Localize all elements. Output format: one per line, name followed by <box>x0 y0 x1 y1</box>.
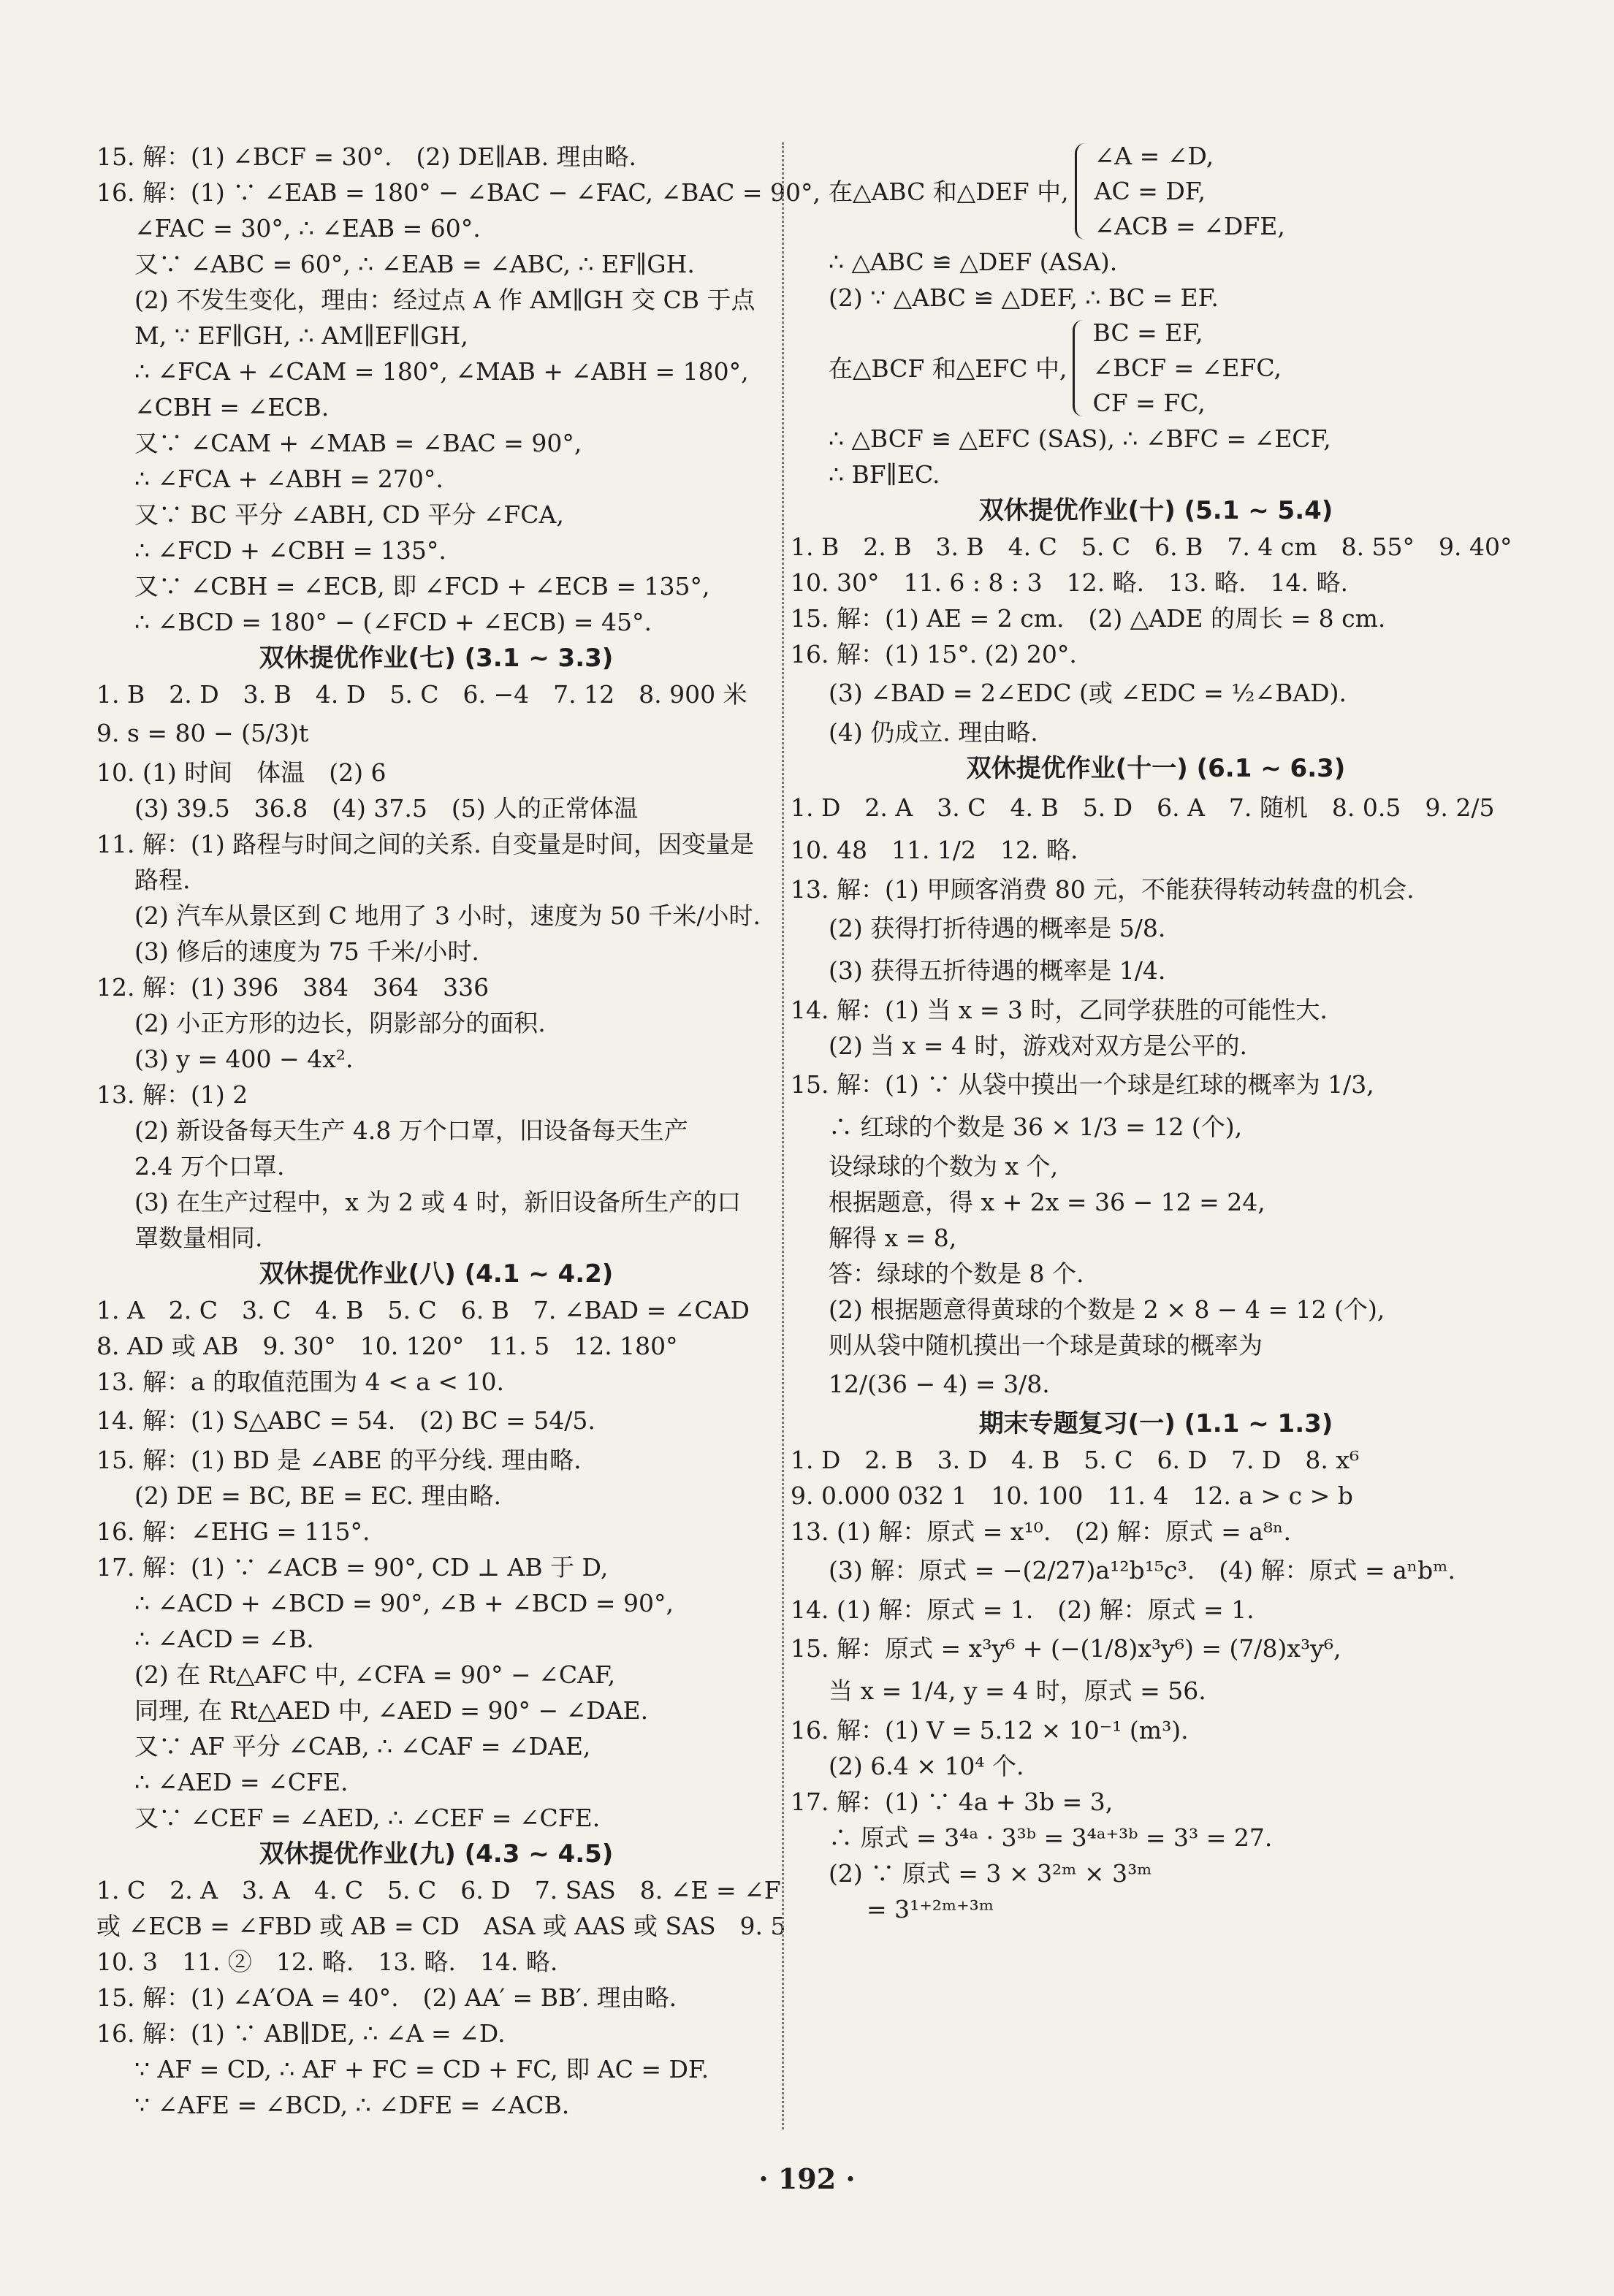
answer-line: ∴ ∠BCD = 180° − (∠FCD + ∠ECB) = 45°. <box>134 608 652 636</box>
answer-line: 答：绿球的个数是 8 个. <box>829 1259 1084 1288</box>
answer-line: (2) 在 Rt△AFC 中, ∠CFA = 90° − ∠CAF, <box>134 1660 616 1689</box>
answer-line: 当 x = 1/4, y = 4 时，原式 = 56. <box>829 1677 1206 1705</box>
answer-line: 12. 解：(1) 396 384 364 336 <box>96 973 490 1002</box>
answer-line: (3) 39.5 36.8 (4) 37.5 (5) 人的正常体温 <box>134 794 639 823</box>
answer-line: 1. B 2. D 3. B 4. D 5. C 6. −4 7. 12 8. 900 米 <box>96 680 747 709</box>
brace-item: BC = EF, <box>1092 319 1203 347</box>
answer-line: (2) 当 x = 4 时，游戏对双方是公平的. <box>829 1031 1247 1060</box>
brace-label: 在△BCF 和△EFC 中, <box>829 354 1067 383</box>
answer-line: ∵ AF = CD, ∴ AF + FC = CD + FC, 即 AC = DF. <box>134 2055 709 2083</box>
answer-line: = 3¹⁺²ᵐ⁺³ᵐ <box>867 1895 994 1923</box>
answer-line: ∴ 红球的个数是 36 × 1/3 = 12 (个), <box>829 1113 1243 1141</box>
answer-line: 13. 解：(1) 甲顾客消费 80 元，不能获得转动转盘的机会. <box>791 875 1415 904</box>
answer-line: 1. D 2. B 3. D 4. B 5. C 6. D 7. D 8. x⁶ <box>791 1446 1360 1474</box>
answer-line: (2) 获得打折待遇的概率是 5/8. <box>829 914 1166 942</box>
answer-line: ∠FAC = 30°, ∴ ∠EAB = 60°. <box>134 214 481 243</box>
answer-line: (4) 仍成立. 理由略. <box>829 718 1038 747</box>
answer-line: 13. 解：(1) 2 <box>96 1080 248 1109</box>
answer-line: 16. 解：(1) 15°. (2) 20°. <box>791 640 1077 668</box>
left-column <box>96 139 821 2123</box>
answer-line: 12/(36 − 4) = 3/8. <box>829 1370 1050 1398</box>
section-heading: 双休提优作业(九) (4.3 ~ 4.5) <box>259 1839 614 1869</box>
answer-line: 9. s = 80 − (5/3)t <box>96 719 309 747</box>
answer-line: 1. D 2. A 3. C 4. B 5. D 6. A 7. 随机 8. 0.5 9. 2/5 <box>791 793 1495 822</box>
answer-line: 根据题意，得 x + 2x = 36 − 12 = 24, <box>829 1188 1265 1216</box>
answer-line: (3) 在生产过程中，x 为 2 或 4 时，新旧设备所生产的口 <box>134 1188 742 1216</box>
answer-line: (3) y = 400 − 4x². <box>134 1045 354 1073</box>
answer-line: ∴ △BCF ≌ △EFC (SAS), ∴ ∠BFC = ∠ECF, <box>829 424 1331 453</box>
answer-line: ∵ ∠AFE = ∠BCD, ∴ ∠DFE = ∠ACB. <box>134 2091 570 2119</box>
answer-line: 16. 解：(1) ∵ AB∥DE, ∴ ∠A = ∠D. <box>96 2019 506 2048</box>
answer-line: 路程. <box>134 866 191 894</box>
answer-line: 15. 解：(1) ∠BCF = 30°. (2) DE∥AB. 理由略. <box>96 142 637 171</box>
answer-line: 1. B 2. B 3. B 4. C 5. C 6. B 7. 4 cm 8. 55° 9. 40° <box>791 533 1512 561</box>
answer-line: (3) 获得五折待遇的概率是 1/4. <box>829 956 1166 985</box>
answer-line: ∴ △ABC ≌ △DEF (ASA). <box>829 248 1118 276</box>
brace-items <box>1092 316 1282 421</box>
brace-item: ∠A = ∠D, <box>1094 142 1214 170</box>
answer-line: ∴ ∠AED = ∠CFE. <box>134 1768 349 1796</box>
answer-line: 15. 解：(1) ∠A′OA = 40°. (2) AA′ = BB′. 理由略. <box>96 1983 677 2012</box>
answer-line: 10. (1) 时间 体温 (2) 6 <box>96 758 387 787</box>
answer-line: ∴ ∠FCA + ∠CAM = 180°, ∠MAB + ∠ABH = 180°, <box>134 357 749 386</box>
answer-line: 13. (1) 解：原式 = x¹⁰. (2) 解：原式 = a⁸ⁿ. <box>791 1517 1291 1546</box>
answer-line: M, ∵ EF∥GH, ∴ AM∥EF∥GH, <box>134 321 468 350</box>
answer-line: 14. (1) 解：原式 = 1. (2) 解：原式 = 1. <box>791 1595 1255 1624</box>
answer-line: ∴ BF∥EC. <box>829 460 940 489</box>
column-divider <box>782 142 784 2129</box>
answer-line: 16. 解：∠EHG = 115°. <box>96 1517 370 1546</box>
answer-line: (2) 小正方形的边长，阴影部分的面积. <box>134 1009 546 1037</box>
right-column <box>791 139 1521 1927</box>
brace-item: ∠ACB = ∠DFE, <box>1094 212 1285 240</box>
answer-line: 则从袋中随机摸出一个球是黄球的概率为 <box>829 1331 1263 1359</box>
answer-line: ∴ ∠FCA + ∠ABH = 270°. <box>134 465 444 493</box>
answer-line: (2) ∵ △ABC ≌ △DEF, ∴ BC = EF. <box>829 283 1219 312</box>
brace-system-2 <box>791 316 1521 421</box>
section-heading: 双休提优作业(八) (4.1 ~ 4.2) <box>259 1259 614 1289</box>
answer-line: (2) 根据题意得黄球的个数是 2 × 8 − 4 = 12 (个), <box>829 1295 1385 1324</box>
answer-line: 1. C 2. A 3. A 4. C 5. C 6. D 7. SAS 8. ∠E = ∠F <box>96 1876 781 1904</box>
left-brace-icon <box>1075 143 1087 240</box>
answer-line: 10. 3 11. ② 12. 略. 13. 略. 14. 略. <box>96 1948 558 1976</box>
page-number: · 192 · <box>758 2162 856 2195</box>
brace-item: CF = FC, <box>1092 389 1206 417</box>
answer-line: 罩数量相同. <box>134 1224 263 1252</box>
answer-line: 11. 解：(1) 路程与时间之间的关系. 自变量是时间，因变量是 <box>96 830 755 858</box>
brace-items <box>1095 139 1285 244</box>
answer-line: 又∵ ∠CBH = ∠ECB, 即 ∠FCD + ∠ECB = 135°, <box>134 572 710 600</box>
brace-system-1 <box>791 139 1521 244</box>
answer-line: (2) 新设备每天生产 4.8 万个口罩，旧设备每天生产 <box>134 1116 688 1145</box>
answer-line: 8. AD 或 AB 9. 30° 10. 120° 11. 5 12. 180° <box>96 1332 678 1360</box>
right-lines-b <box>791 421 1521 1927</box>
answer-line: (2) ∵ 原式 = 3 × 3²ᵐ × 3³ᵐ <box>829 1859 1152 1888</box>
answer-line: 14. 解：(1) S△ABC = 54. (2) BC = 54/5. <box>96 1406 595 1435</box>
answer-line: (2) 汽车从景区到 C 地用了 3 小时，速度为 50 千米/小时. <box>134 901 761 930</box>
answer-line: (3) 修后的速度为 75 千米/小时. <box>134 937 479 966</box>
section-heading: 期末专题复习(一) (1.1 ~ 1.3) <box>978 1409 1333 1438</box>
answer-line: 9. 0.000 032 1 10. 100 11. 4 12. a > c > b <box>791 1481 1353 1510</box>
brace-item: AC = DF, <box>1094 177 1206 205</box>
answer-line: 14. 解：(1) 当 x = 3 时，乙同学获胜的可能性大. <box>791 996 1328 1024</box>
answer-line: ∠CBH = ∠ECB. <box>134 393 330 422</box>
section-heading: 双休提优作业(十) (5.1 ~ 5.4) <box>978 496 1333 525</box>
answer-line: 1. A 2. C 3. C 4. B 5. C 6. B 7. ∠BAD = ∠CAD <box>96 1296 750 1324</box>
answer-line: ∴ ∠ACD = ∠B. <box>134 1625 314 1653</box>
answer-line: 解得 x = 8, <box>829 1224 957 1252</box>
answer-line: 又∵ ∠CAM + ∠MAB = ∠BAC = 90°, <box>134 429 582 457</box>
right-lines-a <box>791 244 1521 316</box>
answer-line: (3) ∠BAD = 2∠EDC (或 ∠EDC = ½∠BAD). <box>829 679 1347 707</box>
answer-line: 15. 解：(1) AE = 2 cm. (2) △ADE 的周长 = 8 cm. <box>791 604 1386 633</box>
answer-line: 或 ∠ECB = ∠FBD 或 AB = CD ASA 或 AAS 或 SAS 9. 5 <box>96 1912 786 1940</box>
answer-line: 10. 48 11. 1/2 12. 略. <box>791 836 1078 864</box>
answer-line: 13. 解：a 的取值范围为 4 < a < 10. <box>96 1368 505 1396</box>
answer-line: 2.4 万个口罩. <box>134 1152 285 1181</box>
answer-line: 同理, 在 Rt△AED 中, ∠AED = 90° − ∠DAE. <box>134 1696 649 1725</box>
section-heading: 双休提优作业(七) (3.1 ~ 3.3) <box>259 644 614 673</box>
left-brace-icon <box>1073 320 1085 416</box>
answer-line: 15. 解：(1) ∵ 从袋中摸出一个球是红球的概率为 1/3, <box>791 1070 1374 1099</box>
answer-line: 又∵ BC 平分 ∠ABH, CD 平分 ∠FCA, <box>134 500 564 529</box>
answer-line: 16. 解：(1) ∵ ∠EAB = 180° − ∠BAC − ∠FAC, ∠BAC = 90°, <box>96 178 821 207</box>
answer-line: 又∵ ∠CEF = ∠AED, ∴ ∠CEF = ∠CFE. <box>134 1804 601 1832</box>
section-heading: 双休提优作业(十一) (6.1 ~ 6.3) <box>966 754 1346 783</box>
answer-line: 设绿球的个数为 x 个, <box>829 1152 1059 1181</box>
brace-label: 在△ABC 和△DEF 中, <box>829 177 1069 206</box>
answer-line: (2) DE = BC, BE = EC. 理由略. <box>134 1481 501 1510</box>
answer-line: 17. 解：(1) ∵ 4a + 3b = 3, <box>791 1788 1114 1816</box>
answer-line: (2) 6.4 × 10⁴ 个. <box>829 1752 1024 1780</box>
answer-line: 15. 解：(1) BD 是 ∠ABE 的平分线. 理由略. <box>96 1446 582 1474</box>
answer-line: 17. 解：(1) ∵ ∠ACB = 90°, CD ⊥ AB 于 D, <box>96 1553 609 1582</box>
answer-line: ∴ ∠FCD + ∠CBH = 135°. <box>134 536 446 565</box>
answer-line: (2) 不发生变化，理由：经过点 A 作 AM∥GH 交 CB 于点 <box>134 286 755 314</box>
answer-line: 16. 解：(1) V = 5.12 × 10⁻¹ (m³). <box>791 1716 1189 1744</box>
brace-item: ∠BCF = ∠EFC, <box>1092 354 1282 382</box>
answer-line: 10. 30° 11. 6 : 8 : 3 12. 略. 13. 略. 14. 略. <box>791 568 1348 597</box>
answer-line: ∴ ∠ACD + ∠BCD = 90°, ∠B + ∠BCD = 90°, <box>134 1589 674 1617</box>
answer-line: 15. 解：原式 = x³y⁶ + (−(1/8)x³y⁶) = (7/8)x³y⁶, <box>791 1634 1341 1663</box>
answer-line: 又∵ ∠ABC = 60°, ∴ ∠EAB = ∠ABC, ∴ EF∥GH. <box>134 250 695 278</box>
answer-line: ∴ 原式 = 3⁴ᵃ · 3³ᵇ = 3⁴ᵃ⁺³ᵇ = 3³ = 27. <box>829 1823 1273 1852</box>
answer-line: 又∵ AF 平分 ∠CAB, ∴ ∠CAF = ∠DAE, <box>134 1732 591 1761</box>
answer-line: (3) 解：原式 = −(2/27)a¹²b¹⁵c³. (4) 解：原式 = aⁿbᵐ. <box>829 1556 1455 1584</box>
